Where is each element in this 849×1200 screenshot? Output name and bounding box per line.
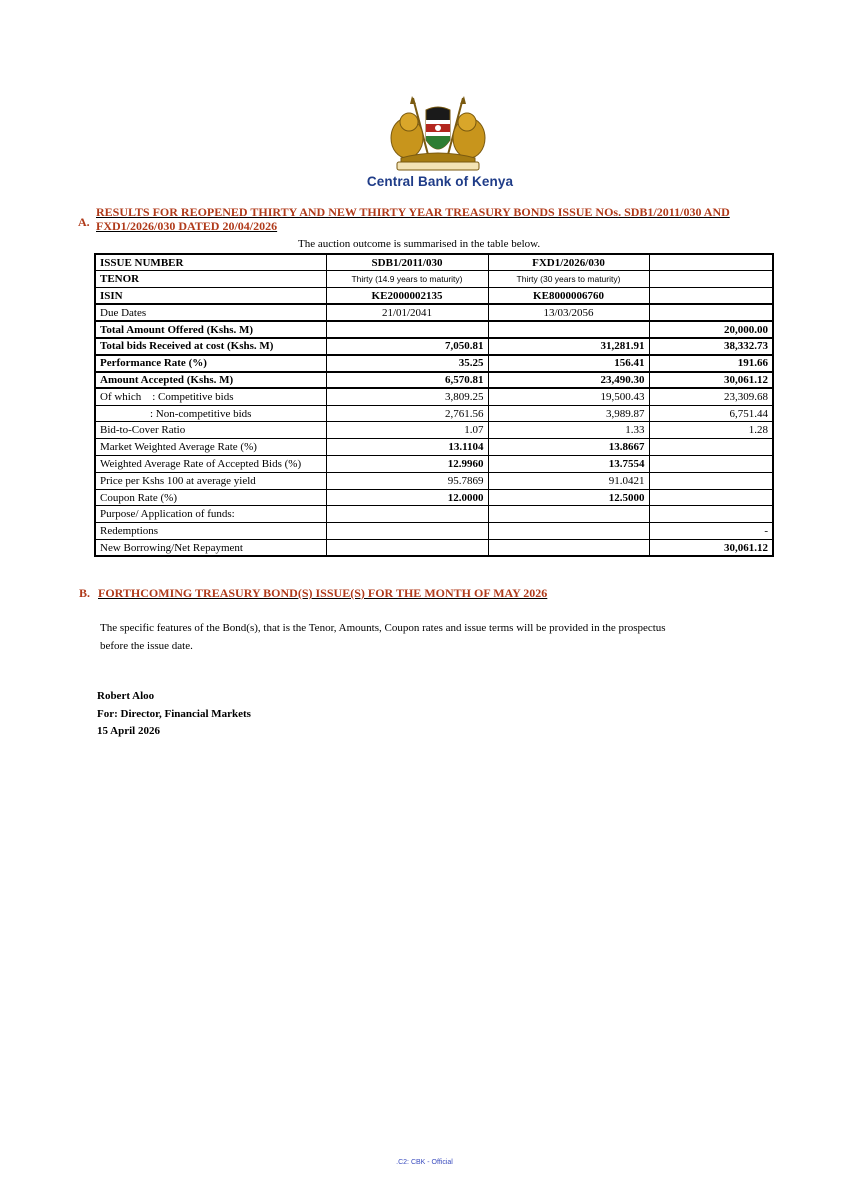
table-cell: 38,332.73: [649, 338, 773, 355]
table-cell: 95.7869: [326, 472, 488, 489]
table-cell: [488, 540, 649, 557]
table-cell: FXD1/2026/030: [488, 254, 649, 271]
table-cell: 156.41: [488, 355, 649, 372]
table-cell: Performance Rate (%): [95, 355, 326, 372]
table-cell: New Borrowing/Net Repayment: [95, 540, 326, 557]
table-cell: 12.0000: [326, 489, 488, 506]
table-cell: ISIN: [95, 288, 326, 305]
table-cell: 2,761.56: [326, 405, 488, 422]
table-cell: [649, 304, 773, 321]
section-a-title: [96, 205, 776, 233]
table-cell: [488, 506, 649, 523]
table-cell: [326, 321, 488, 338]
table-cell: 6,751.44: [649, 405, 773, 422]
table-cell: TENOR: [95, 271, 326, 288]
table-cell: [649, 439, 773, 456]
table-cell: -: [649, 523, 773, 540]
signatory-role: For: Director, Financial Markets: [97, 708, 251, 720]
table-cell: 3,989.87: [488, 405, 649, 422]
table-cell: 23,309.68: [649, 388, 773, 405]
table-cell: Redemptions: [95, 523, 326, 540]
table-cell: 30,061.12: [649, 372, 773, 389]
table-row: [95, 523, 773, 540]
table-row: [95, 506, 773, 523]
table-cell: [649, 288, 773, 305]
table-cell: [488, 523, 649, 540]
table-cell: 3,809.25: [326, 388, 488, 405]
table-cell: KE8000006760: [488, 288, 649, 305]
table-cell: [649, 489, 773, 506]
kenya-coat-of-arms-icon: [383, 96, 493, 176]
table-cell: Coupon Rate (%): [95, 489, 326, 506]
table-cell: Weighted Average Rate of Accepted Bids (%): [95, 456, 326, 473]
table-cell: 23,490.30: [488, 372, 649, 389]
table-cell: [649, 506, 773, 523]
table-row: [95, 489, 773, 506]
table-cell: [488, 321, 649, 338]
table-row: [95, 321, 773, 338]
table-row: [95, 472, 773, 489]
table-cell: 13/03/2056: [488, 304, 649, 321]
table-cell: [649, 456, 773, 473]
table-cell: 6,570.81: [326, 372, 488, 389]
table-cell: 191.66: [649, 355, 773, 372]
signatory-name: Robert Aloo: [97, 690, 155, 702]
section-b-title: FORTHCOMING TREASURY BOND(S) ISSUE(S) FOR THE MONTH OF MAY 2026: [98, 586, 548, 600]
table-row: [95, 372, 773, 389]
table-cell: 21/01/2041: [326, 304, 488, 321]
table-row: [95, 254, 773, 271]
table-cell: [326, 540, 488, 557]
table-cell: 1.07: [326, 422, 488, 439]
table-row: [95, 405, 773, 422]
table-cell: Total bids Received at cost (Kshs. M): [95, 338, 326, 355]
section-b-letter: B.: [79, 586, 91, 600]
table-row: [95, 355, 773, 372]
table-cell: 13.8667: [488, 439, 649, 456]
table-cell: [326, 506, 488, 523]
table-row: [95, 388, 773, 405]
table-cell: SDB1/2011/030: [326, 254, 488, 271]
table-row: [95, 439, 773, 456]
table-cell: [649, 271, 773, 288]
table-cell: 19,500.43: [488, 388, 649, 405]
table-cell: Amount Accepted (Kshs. M): [95, 372, 326, 389]
table-cell: 91.0421: [488, 472, 649, 489]
table-cell: KE2000002135: [326, 288, 488, 305]
table-cell: ISSUE NUMBER: [95, 254, 326, 271]
table-cell: Thirty (30 years to maturity): [488, 271, 649, 288]
section-b-paragraph: The specific features of the Bond(s), that is the Tenor, Amounts, Coupon rates and issue terms will be provided in the prospectus before the issue date.: [100, 622, 666, 652]
table-cell: 12.9960: [326, 456, 488, 473]
table-cell: 20,000.00: [649, 321, 773, 338]
table-cell: Total Amount Offered (Kshs. M): [95, 321, 326, 338]
table-cell: 1.33: [488, 422, 649, 439]
classification-footer: .C2: CBK - Official: [396, 1159, 453, 1166]
table-cell: Of which : Competitive bids: [95, 388, 326, 405]
table-row: [95, 540, 773, 557]
table-cell: 13.7554: [488, 456, 649, 473]
table-cell: [326, 523, 488, 540]
table-cell: 31,281.91: [488, 338, 649, 355]
table-row: [95, 338, 773, 355]
auction-results-table: [94, 253, 774, 557]
table-cell: 7,050.81: [326, 338, 488, 355]
section-a-letter: A.: [78, 215, 90, 229]
table-row: [95, 288, 773, 305]
summary-text: The auction outcome is summarised in the table below.: [298, 238, 541, 250]
table-row: [95, 304, 773, 321]
table-cell: Due Dates: [95, 304, 326, 321]
table-row: [95, 422, 773, 439]
table-cell: 12.5000: [488, 489, 649, 506]
table-cell: 1.28: [649, 422, 773, 439]
table-cell: 30,061.12: [649, 540, 773, 557]
table-cell: [649, 254, 773, 271]
table-cell: Thirty (14.9 years to maturity): [326, 271, 488, 288]
table-cell: Bid-to-Cover Ratio: [95, 422, 326, 439]
table-cell: Purpose/ Application of funds:: [95, 506, 326, 523]
signature-date: 15 April 2026: [97, 725, 160, 737]
table-row: [95, 271, 773, 288]
bank-name: Central Bank of Kenya: [366, 174, 514, 189]
table-cell: : Non-competitive bids: [95, 405, 326, 422]
table-cell: 35.25: [326, 355, 488, 372]
section-a-title-text: RESULTS FOR REOPENED THIRTY AND NEW THIRTY YEAR TREASURY BONDS ISSUE NOs. SDB1/2011/030 AND FXD1/2026/030 DATED 20/04/2026: [96, 205, 730, 233]
table-row: [95, 456, 773, 473]
table-cell: Price per Kshs 100 at average yield: [95, 472, 326, 489]
table-cell: [649, 472, 773, 489]
table-cell: 13.1104: [326, 439, 488, 456]
table-cell: Market Weighted Average Rate (%): [95, 439, 326, 456]
